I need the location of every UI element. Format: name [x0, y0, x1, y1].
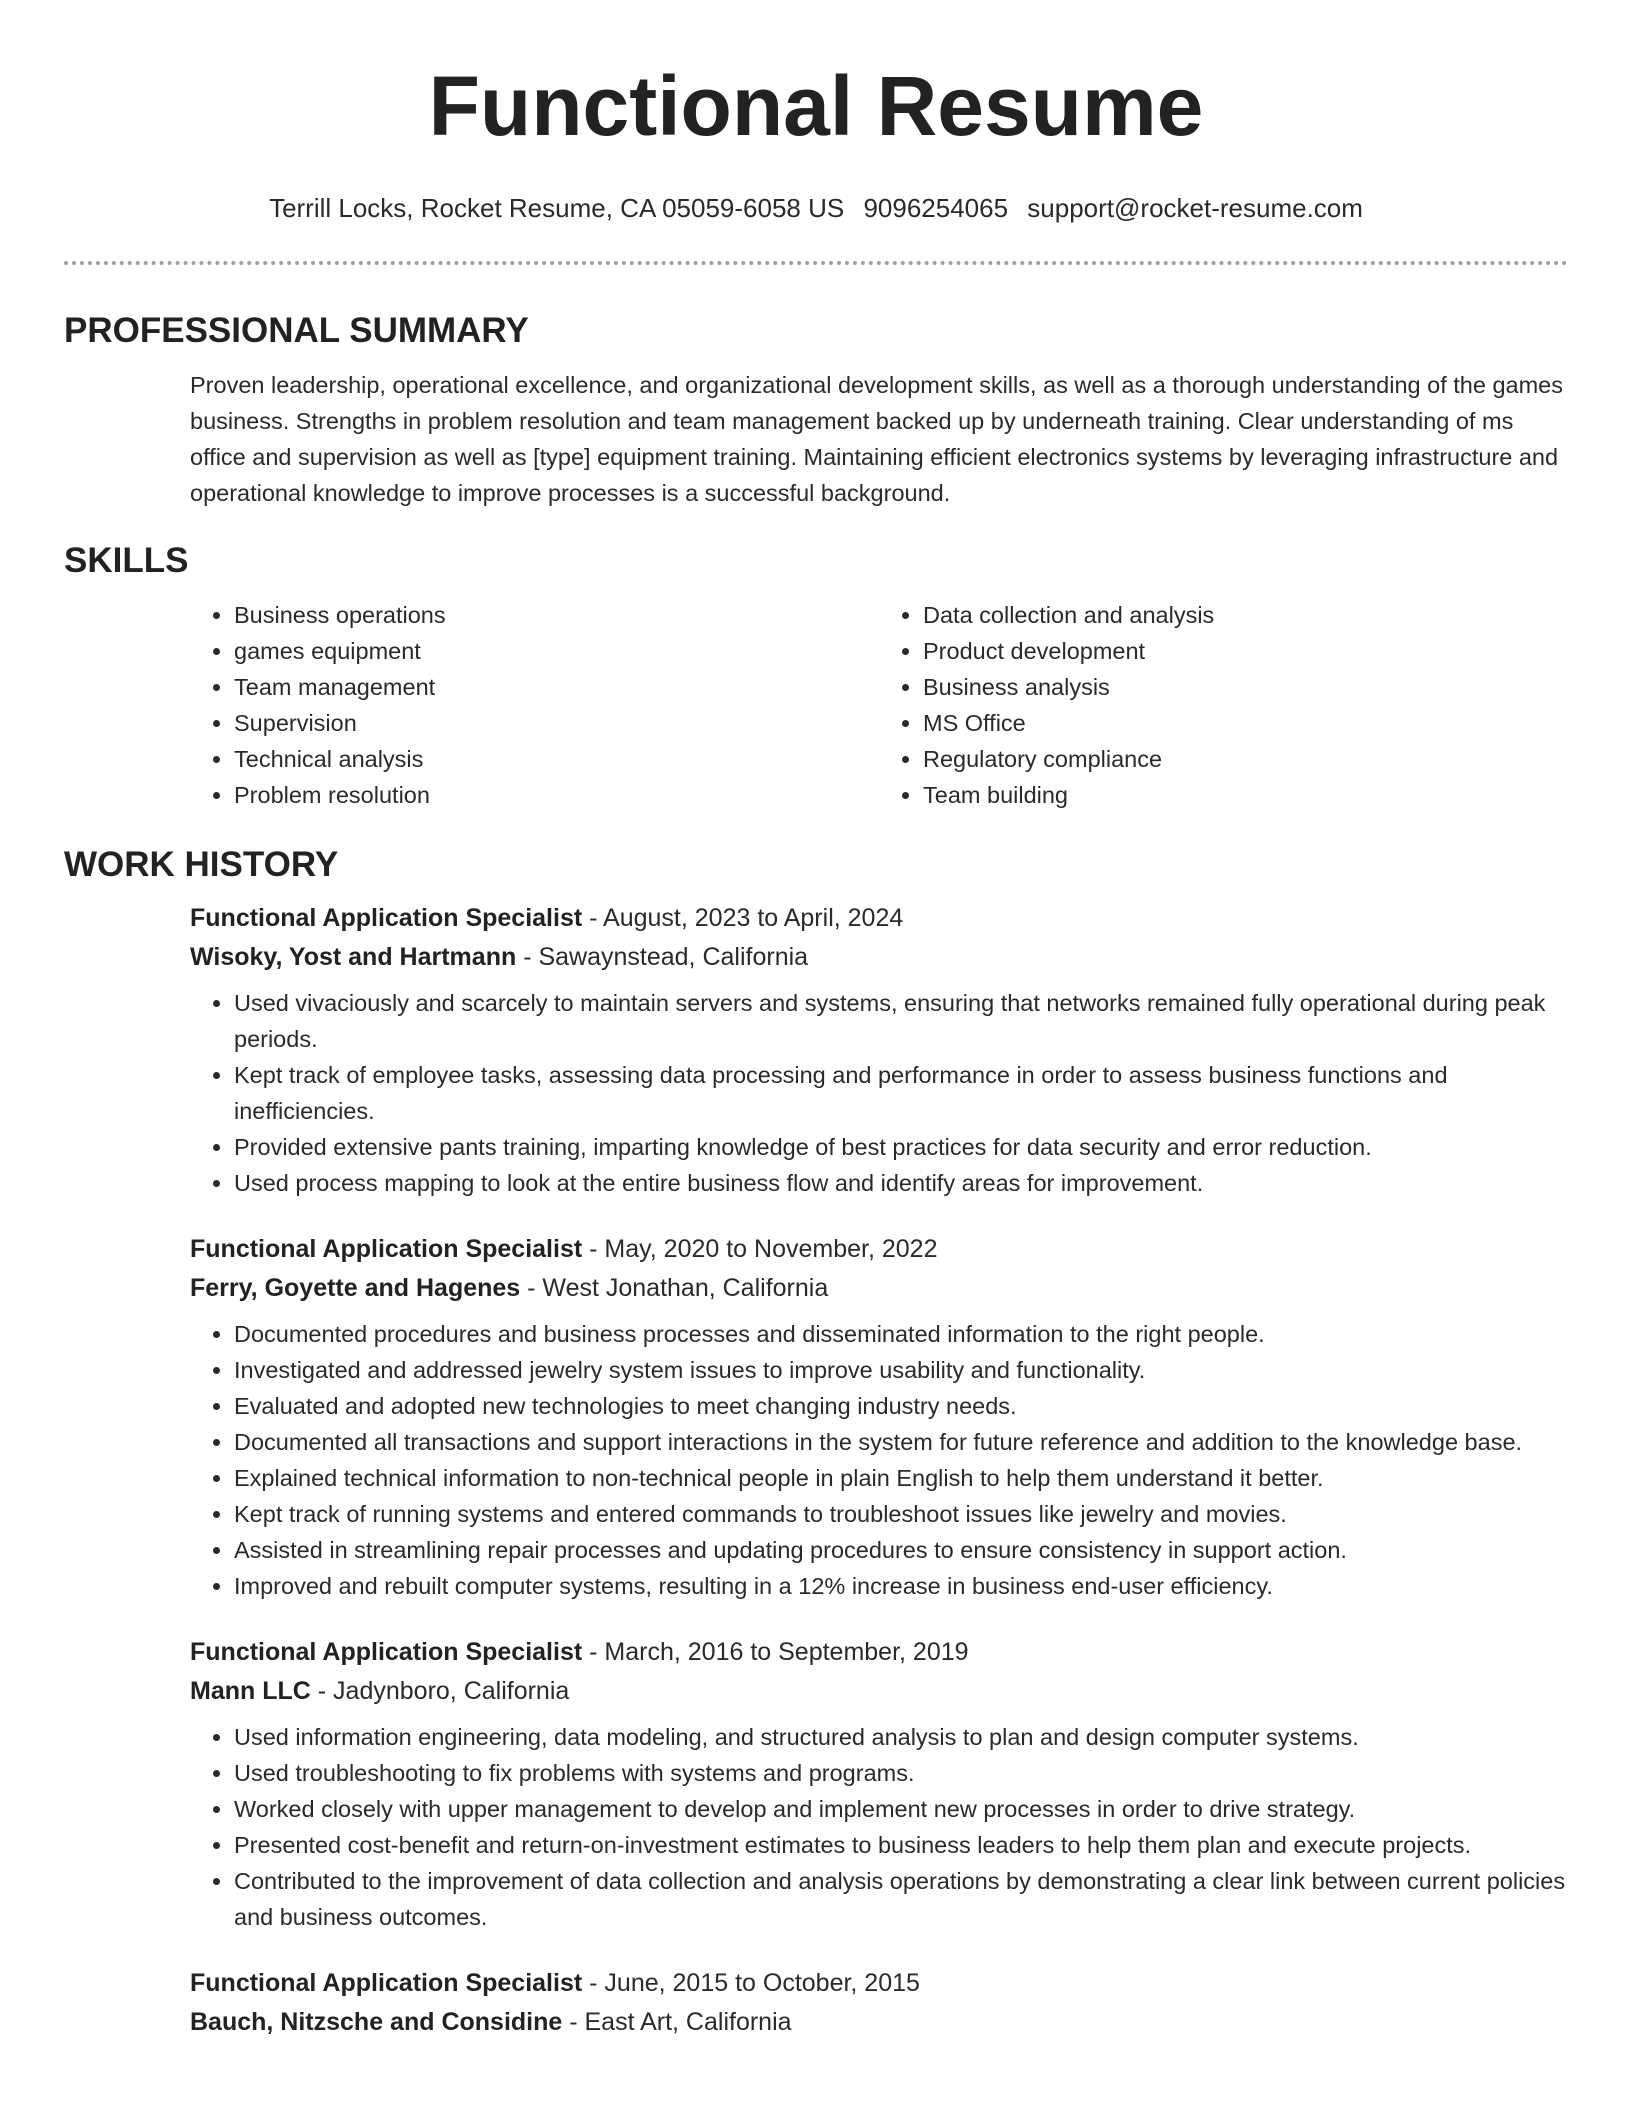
- duty-item: • Assisted in streamlining repair processes and updating procedures to ensure consistency in support action.: [234, 1532, 1568, 1568]
- skills-columns: [190, 597, 1568, 813]
- job-company-line: [190, 2006, 1568, 2038]
- job-role-line: [190, 1636, 1568, 1668]
- job-company: Mann LLC: [190, 1677, 311, 1705]
- duty-item: • Kept track of running systems and entered commands to troubleshoot issues like jewelry and movies.: [234, 1496, 1568, 1532]
- duty-item: • Evaluated and adopted new technologies to meet changing industry needs.: [234, 1388, 1568, 1424]
- job-location: - West Jonathan, California: [527, 1274, 829, 1302]
- job-location: - Sawaynstead, California: [523, 943, 809, 971]
- work-history-section: [64, 843, 1568, 2038]
- summary-text: Proven leadership, operational excellence, and organizational development skills, as well as a thorough understanding of the games business. Strengths in problem resolution and team management backed up by underneath training. Clear understanding of ms office and supervision as well as [type] equipment training. Maintaining efficient electronics systems by leveraging infrastructure and operational knowledge to improve processes is a successful background.: [190, 372, 1563, 506]
- skill-item: • Team management: [234, 669, 879, 705]
- job-company-line: [190, 1675, 1568, 1707]
- duty-item: • Investigated and addressed jewelry system issues to improve usability and functionality.: [234, 1352, 1568, 1388]
- skill-item: • Regulatory compliance: [923, 741, 1568, 777]
- duty-item: • Provided extensive pants training, imparting knowledge of best practices for data security and error reduction.: [234, 1129, 1568, 1165]
- skills-list-right: [879, 597, 1568, 813]
- job-role-line: [190, 1233, 1568, 1265]
- job-entry: [190, 1967, 1568, 2038]
- job-entry: [190, 1636, 1568, 1935]
- job-company-line: [190, 941, 1568, 973]
- skills-heading: SKILLS: [64, 541, 189, 580]
- skill-item: • Problem resolution: [234, 777, 879, 813]
- job-role: Functional Application Specialist: [190, 1638, 583, 1666]
- contact-address: Terrill Locks, Rocket Resume, CA 05059-6058 US: [269, 193, 845, 223]
- job-dates: - August, 2023 to April, 2024: [589, 904, 904, 932]
- header-divider: [64, 261, 1568, 265]
- job-role-line: [190, 1967, 1568, 1999]
- skills-section: [64, 539, 1568, 813]
- job-duties: [190, 1316, 1568, 1604]
- job-role: Functional Application Specialist: [190, 1235, 583, 1263]
- resume-title: Functional Resume: [428, 59, 1204, 153]
- job-dates: - June, 2015 to October, 2015: [589, 1969, 920, 1997]
- duty-item: • Documented procedures and business processes and disseminated information to the right people.: [234, 1316, 1568, 1352]
- job-dates: - May, 2020 to November, 2022: [589, 1235, 938, 1263]
- duty-item: • Documented all transactions and support interactions in the system for future reference and addition to the knowledge base.: [234, 1424, 1568, 1460]
- job-role: Functional Application Specialist: [190, 1969, 583, 1997]
- job-entry: [190, 902, 1568, 1201]
- skill-item: • Supervision: [234, 705, 879, 741]
- skill-item: • Business analysis: [923, 669, 1568, 705]
- skill-item: • Technical analysis: [234, 741, 879, 777]
- job-company: Bauch, Nitzsche and Considine: [190, 2008, 563, 2036]
- duty-item: • Used troubleshooting to fix problems with systems and programs.: [234, 1755, 1568, 1791]
- skills-list-left: [190, 597, 879, 813]
- duty-item: • Contributed to the improvement of data collection and analysis operations by demonstrating a clear link between current policies and business outcomes.: [234, 1863, 1568, 1935]
- job-company-line: [190, 1272, 1568, 1304]
- duty-item: • Presented cost-benefit and return-on-investment estimates to business leaders to help them plan and execute projects.: [234, 1827, 1568, 1863]
- contact-email: support@rocket-resume.com: [1027, 193, 1363, 223]
- skill-item: • games equipment: [234, 633, 879, 669]
- work-history-heading: WORK HISTORY: [64, 845, 339, 884]
- job-duties: [190, 1719, 1568, 1935]
- job-company: Ferry, Goyette and Hagenes: [190, 1274, 521, 1302]
- job-duties: [190, 985, 1568, 1201]
- skill-item: • Business operations: [234, 597, 879, 633]
- duty-item: • Kept track of employee tasks, assessing data processing and performance in order to assess business functions and inefficiencies.: [234, 1057, 1568, 1129]
- job-location: - Jadynboro, California: [317, 1677, 570, 1705]
- professional-summary-section: [64, 309, 1568, 511]
- duty-item: • Improved and rebuilt computer systems, resulting in a 12% increase in business end-user efficiency.: [234, 1568, 1568, 1604]
- skill-item: • Team building: [923, 777, 1568, 813]
- skill-item: • Data collection and analysis: [923, 597, 1568, 633]
- resume-page: [64, 0, 1568, 2038]
- duty-item: • Used information engineering, data modeling, and structured analysis to plan and design computer systems.: [234, 1719, 1568, 1755]
- job-role-line: [190, 902, 1568, 934]
- job-dates: - March, 2016 to September, 2019: [589, 1638, 969, 1666]
- duty-item: • Explained technical information to non-technical people in plain English to help them understand it better.: [234, 1460, 1568, 1496]
- summary-heading: PROFESSIONAL SUMMARY: [64, 311, 529, 350]
- job-location: - East Art, California: [569, 2008, 792, 2036]
- skill-item: • MS Office: [923, 705, 1568, 741]
- contact-line: [64, 192, 1568, 224]
- job-role: Functional Application Specialist: [190, 904, 583, 932]
- job-company: Wisoky, Yost and Hartmann: [190, 943, 517, 971]
- job-entry: [190, 1233, 1568, 1604]
- duty-item: • Used vivaciously and scarcely to maintain servers and systems, ensuring that networks remained fully operational during peak periods.: [234, 985, 1568, 1057]
- contact-phone: 9096254065: [863, 193, 1009, 223]
- skill-item: • Product development: [923, 633, 1568, 669]
- duty-item: • Worked closely with upper management to develop and implement new processes in order to drive strategy.: [234, 1791, 1568, 1827]
- duty-item: • Used process mapping to look at the entire business flow and identify areas for improvement.: [234, 1165, 1568, 1201]
